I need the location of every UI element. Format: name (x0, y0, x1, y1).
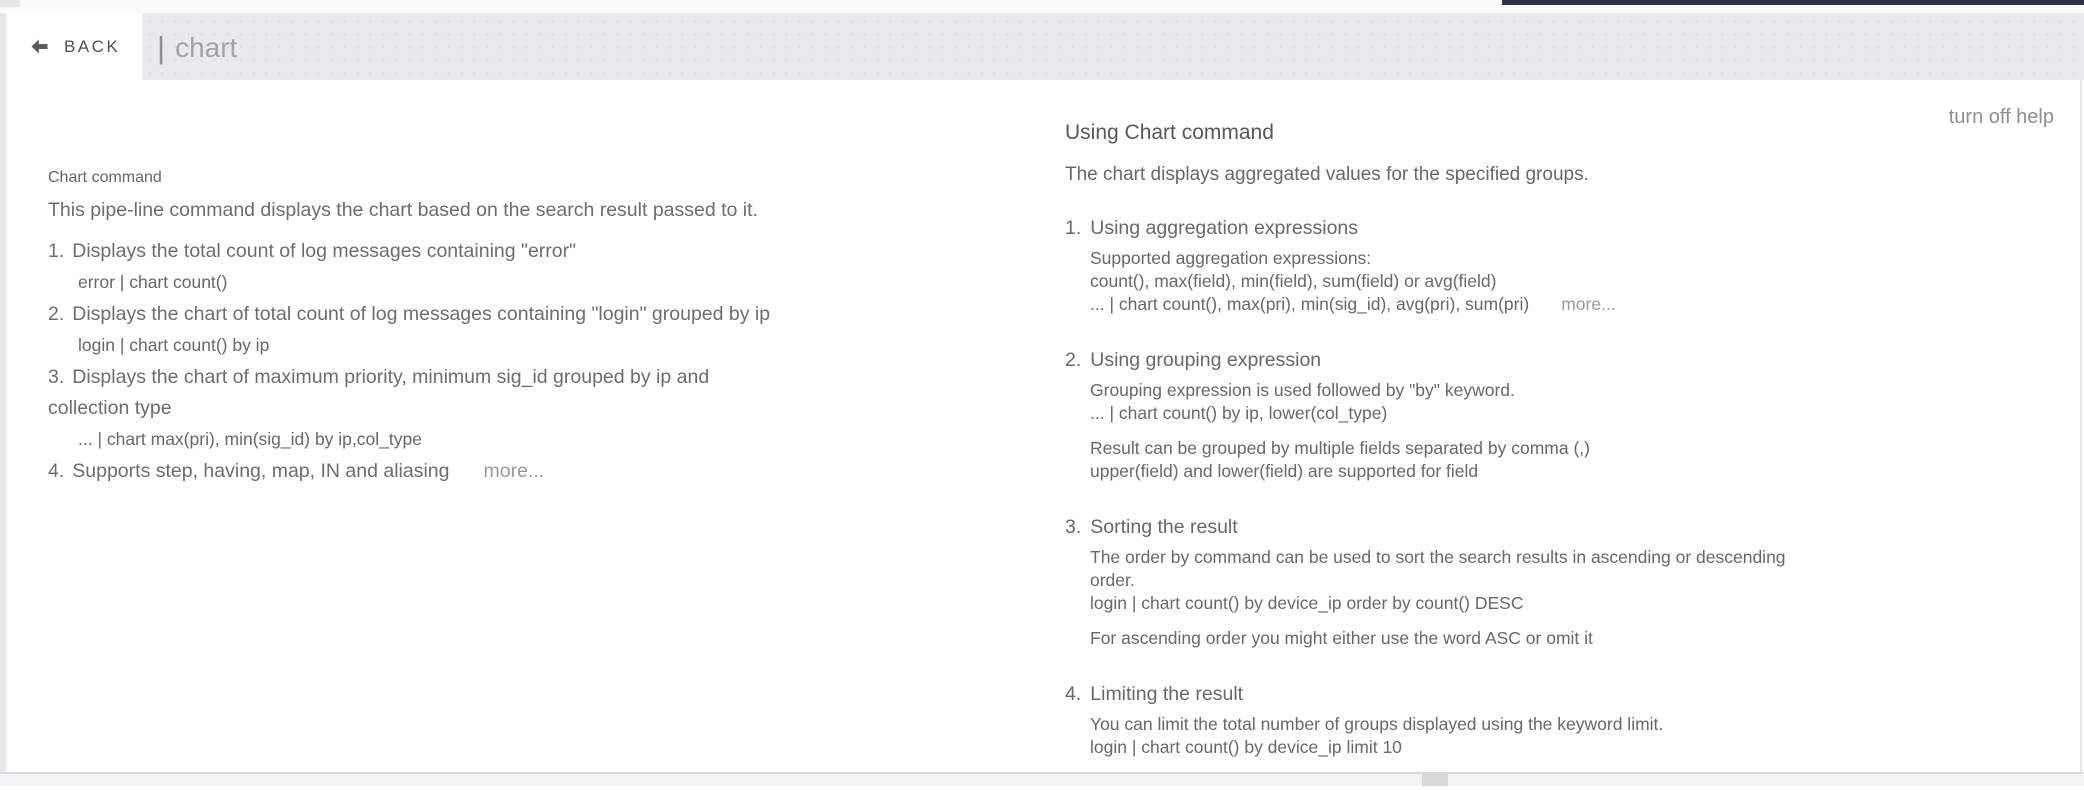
help-section-sorting (1065, 514, 2079, 650)
help-panel (6, 80, 2080, 772)
example-query: ... | chart max(pri), min(sig_id) by ip,col_type (78, 429, 422, 449)
right-column-title: Using Chart command (1065, 121, 1274, 144)
help-section-grouping (1065, 347, 2079, 483)
item-number: 4. (48, 460, 65, 482)
section-line: order. (1090, 570, 1135, 590)
section-title: Using aggregation expressions (1090, 217, 1359, 239)
section-title: Limiting the result (1090, 683, 1244, 705)
chart-command-summary-column (48, 168, 1048, 487)
example-query: login | chart count() by ip (78, 335, 270, 355)
turn-off-help-link[interactable]: turn off help (1948, 106, 2054, 128)
item-text: Displays the total count of log messages containing "error" (72, 240, 577, 262)
search-query-input[interactable] (143, 15, 2084, 80)
item-text: Supports step, having, map, IN and aliasing (72, 460, 450, 482)
list-item (48, 362, 1048, 455)
section-line: Result can be grouped by multiple fields separated by comma (,) (1090, 438, 1590, 458)
using-chart-command-column (1065, 120, 2079, 790)
section-line: The order by command can be used to sort the search results in ascending or descending (1090, 547, 1786, 567)
help-section-limiting (1065, 681, 2079, 759)
item-number: 1. (48, 240, 65, 262)
more-link[interactable]: more... (483, 460, 545, 482)
left-column-intro: This pipe-line command displays the chart based on the search result passed to it. (48, 199, 758, 221)
help-section-aggregation (1065, 215, 2079, 316)
section-title: Using grouping expression (1090, 349, 1322, 371)
back-label: BACK (64, 36, 121, 56)
section-number: 3. (1065, 516, 1082, 538)
section-line: Grouping expression is used followed by "by" keyword. (1090, 380, 1515, 400)
section-line: You can limit the total number of groups displayed using the keyword limit. (1090, 714, 1664, 734)
section-line: Supported aggregation expressions: (1090, 248, 1372, 268)
top-bar (0, 13, 2084, 80)
item-number: 2. (48, 303, 65, 325)
top-navy-strip (1502, 0, 2084, 5)
example-query: login | chart count() by device_ip order by count() DESC (1090, 593, 1524, 613)
list-item (48, 236, 1048, 298)
section-line: upper(field) and lower(field) are supported for field (1090, 461, 1479, 481)
section-title: Sorting the result (1090, 516, 1238, 538)
query-pipe-character: | (157, 30, 166, 65)
example-query: login | chart count() by device_ip limit 10 (1090, 737, 1402, 757)
section-line: For ascending order you might either use the word ASC or omit it (1090, 628, 1593, 648)
item-text: Displays the chart of total count of log messages containing "login" grouped by ip (72, 303, 771, 325)
list-item (48, 456, 1048, 487)
list-item (48, 299, 1048, 361)
horizontal-scrollbar-track[interactable] (0, 772, 2084, 786)
item-text: Displays the chart of maximum priority, minimum sig_id grouped by ip and (72, 366, 710, 388)
more-link[interactable]: more... (1561, 294, 1616, 314)
section-line: count(), max(field), min(field), sum(field) or avg(field) (1090, 271, 1497, 291)
back-arrow-icon (30, 37, 49, 56)
right-column-intro: The chart displays aggregated values for the specified groups. (1065, 164, 1589, 185)
example-query: ... | chart count() by ip, lower(col_type) (1090, 403, 1388, 423)
top-strip (0, 0, 2084, 13)
section-number: 1. (1065, 217, 1082, 239)
back-button[interactable] (6, 13, 142, 80)
item-text-wrap: collection type (48, 397, 172, 419)
item-number: 3. (48, 366, 65, 388)
left-column-title: Chart command (48, 169, 162, 186)
horizontal-scrollbar-thumb[interactable] (1422, 774, 1448, 786)
example-query: ... | chart count(), max(pri), min(sig_id), avg(pri), sum(pri) (1090, 294, 1530, 314)
query-term: chart (175, 31, 238, 63)
section-number: 2. (1065, 349, 1082, 371)
section-number: 4. (1065, 683, 1082, 705)
top-left-corner-block (0, 0, 20, 7)
example-query: error | chart count() (78, 272, 228, 292)
vertical-scrollbar-track[interactable] (2080, 80, 2082, 772)
